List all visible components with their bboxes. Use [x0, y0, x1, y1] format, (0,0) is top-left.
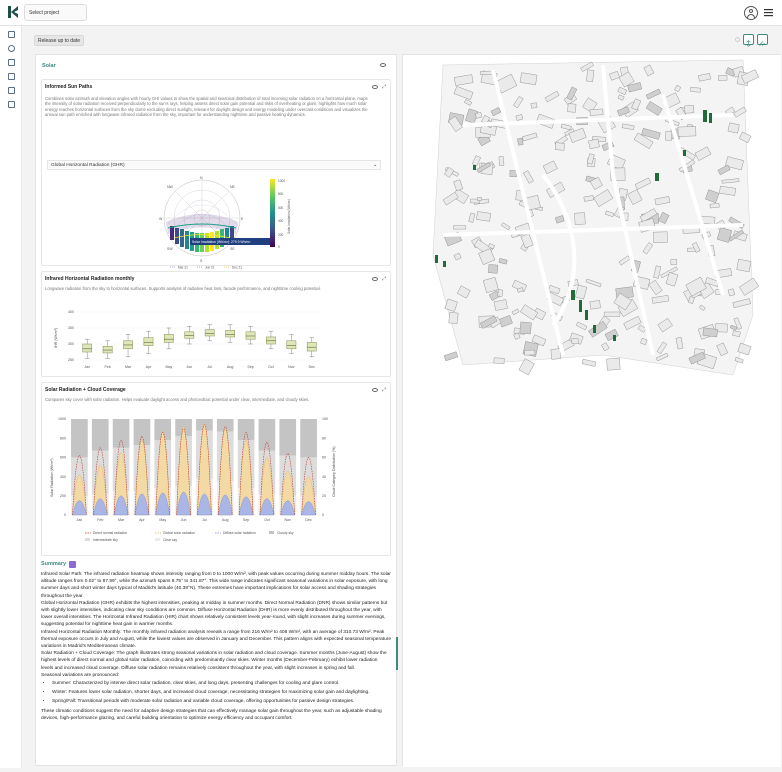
box [226, 330, 235, 337]
hamburger-menu-icon[interactable] [764, 8, 773, 17]
x-tick-label: Jun [180, 518, 187, 522]
visibility-eye-icon[interactable] [372, 277, 378, 281]
card-title: Infrared Horizontal Radiation monthly [45, 276, 135, 282]
sun-path-card [41, 79, 391, 270]
building [678, 126, 696, 136]
y-axis-label: IHR (Wh/m²) [54, 327, 58, 348]
visibility-eye-icon[interactable] [372, 85, 378, 89]
visibility-eye-icon[interactable] [380, 63, 386, 67]
scrollbar-thumb[interactable] [396, 637, 398, 670]
building [588, 139, 599, 149]
y2-tick-label: 0 [322, 513, 324, 518]
box [246, 332, 255, 339]
summary-paragraph: Infrared Solar Path: The infrared radiation heatmap shows intensity ranging from 0 to 1000 W/m², with peak values occurring during summer midday hours. The solar altitude ranges from 0.02° to 87.99°, while the azimuth spans 8.75° to 341.87°. This wide range indicates significant seasonal variations in solar exposure, with long summer days and short winter days typical of Madrid's latitude (40.38°N). These extremes have important implications for solar access and shading strategies throughout the year. [41, 572, 391, 599]
sync-icon [744, 39, 753, 48]
building [520, 322, 532, 334]
card-title: Informed Sun Paths [45, 84, 93, 90]
summary-paragraph: Infrared Horizontal Radiation Monthly: The monthly infrared radiation analysis reveals a range from 216 W/m² to 408 W/m², with an average of 310.73 W/m². Peak thermal exposure occurs in July and August, while the lowest values are observed in January and December. This pattern aligns with expected seasonal temperature variations in Madrid's Mediterranean climate. [41, 629, 392, 650]
expand-icon[interactable]: ⤢ [382, 84, 387, 90]
top-bar [0, 0, 782, 26]
summary-list-item: • Spring/Fall: Transitional periods with moderate solar radiation and variable cloud coverage, offering opportunities for passive design strategies. [52, 698, 391, 705]
solar-cloud-card [41, 382, 391, 556]
x-tick-label: Nov [284, 518, 291, 522]
building [551, 349, 561, 360]
legend-swatch [85, 538, 90, 541]
x-tick-label: Sep [242, 518, 250, 522]
app-logo[interactable] [8, 6, 19, 18]
info-icon[interactable] [735, 37, 740, 42]
box [103, 346, 112, 353]
colorbar-label: Solar Irradiation (Wh/m²) [287, 199, 291, 234]
compass-nw: NW [167, 185, 173, 189]
building [572, 339, 578, 344]
colorbar-tick: 200 [278, 233, 284, 237]
card-description: Combines solar azimuth and elevation angles with hourly GHI values to show the spatial and seasonal distribution of total incoming solar radiation on a horizontal plane, maps the intensity of solar radiation received perpendicularly to the sun's rays, helping assess direct solar gain potential and risks of overheating or glare, highlights how much solar energy reaches horizontal surfaces from the sky dome excluding direct sunlight, relevant for daylight design and energy modeling under overcast conditions and visualizes the annual sun path enriched with longwave infrared radiation from the sky, important for understanding nighttime and passive heating dynamics. [45, 96, 368, 118]
x-tick-label: Mar [117, 518, 125, 522]
bar-cloudy-sky [300, 419, 317, 457]
building [555, 143, 564, 151]
bar-cloudy-sky [279, 419, 296, 455]
y-tick-label: 0 [64, 513, 66, 518]
compass-e: E [241, 217, 244, 221]
building [607, 358, 621, 370]
legend-item: Diffuse solar radiation [223, 531, 256, 535]
release-bar [22, 26, 782, 52]
y-tick-label: 250 [68, 358, 74, 363]
building [718, 75, 727, 80]
y-tick-label: 600 [60, 455, 66, 460]
x-tick-label: Apr [139, 518, 145, 522]
y-axis-label: Solar Radiation (Wh/m²) [50, 458, 54, 497]
layers-icon[interactable] [8, 31, 15, 38]
project-select[interactable]: Select project [24, 4, 87, 21]
ihr-box-chart [47, 308, 327, 376]
y2-tick-label: 80 [322, 436, 326, 441]
box [164, 334, 173, 342]
chevron-down-icon: ⌄ [372, 163, 377, 168]
building [685, 105, 694, 113]
building [498, 290, 503, 297]
building [604, 312, 620, 317]
select-value: Global Horizontal Radiation (GHR) [51, 163, 125, 168]
building [653, 232, 667, 243]
y2-tick-label: 40 [322, 474, 326, 479]
summary-paragraph: These climatic conditions suggest the need for adaptive design strategies that can effectively manage solar gain throughout the year, such as adjustable shading devices, high-performance glazing, and careful building orientation to optimize energy efficiency and occupant comfort. [41, 708, 382, 721]
building [510, 170, 517, 176]
visibility-eye-icon[interactable] [372, 388, 378, 392]
x-tick-label: Jul [207, 365, 213, 369]
building [590, 109, 603, 116]
building [690, 87, 700, 92]
x-tick-label: Oct [268, 365, 274, 369]
x-tick-label: Mar [124, 365, 132, 369]
x-tick-label: Jan [76, 518, 83, 522]
summary-list [52, 680, 391, 706]
solar-cloud-chart [47, 413, 357, 555]
x-tick-label: Oct [264, 518, 270, 522]
x-tick-label: Nov [288, 365, 295, 369]
user-avatar-icon[interactable] [744, 6, 758, 20]
map-panel[interactable] [402, 54, 780, 766]
building [567, 103, 576, 112]
colorbar-tick: 800 [278, 192, 284, 196]
building [488, 264, 498, 273]
compass-w: W [159, 217, 163, 221]
summary-paragraph: Seasonal variations are pronounced: [41, 672, 120, 678]
building [453, 226, 466, 230]
x-tick-label: Jun [186, 365, 193, 369]
compass-n: N [200, 176, 203, 180]
x-tick-label: Sep [247, 365, 254, 369]
compass-ne: NE [230, 185, 235, 189]
building [494, 358, 505, 364]
building [531, 103, 537, 108]
summary-paragraph: Global Horizontal Radiation (GHR) exhibits the highest intensities, peaking at midday in summer months. Direct Normal Radiation (DNR) shows similar patterns but with slightly lower intensities, indicating clear sky conditions are common. Diffuse Horizontal Radiation (DHR) is more evenly distributed throughout the year, with lower overall intensities. The Horizontal Infrared Radiation (HIR) chart shows relatively consistent levels year-round, with slight increases during summer evenings, suggesting potential for nighttime heat gain in warmer months. [41, 600, 388, 628]
building [586, 70, 594, 82]
y-tick-label: 800 [60, 436, 66, 441]
summary-text [41, 571, 391, 722]
tooltip: Solar Irradiation (Wh/m²): 279.9 Wh/m² [192, 240, 251, 244]
colorbar [270, 179, 275, 247]
building [737, 259, 751, 272]
radiation-type-select[interactable] [47, 160, 381, 170]
building [671, 259, 677, 265]
bar-cloudy-sky [259, 419, 276, 451]
link-icon [758, 39, 767, 48]
x-tick-label: Feb [97, 518, 104, 522]
building [475, 112, 482, 118]
ihr-monthly-card [41, 271, 391, 377]
x-tick-label: Dec [308, 365, 315, 369]
legend-item: Cloudy sky [277, 531, 294, 535]
box [205, 330, 214, 336]
y-tick-label: 1000 [58, 417, 66, 422]
building [499, 156, 504, 165]
expand-icon[interactable]: ⤢ [382, 387, 387, 393]
building [525, 350, 535, 355]
building [517, 138, 523, 145]
release-status-button[interactable]: Release up to date [34, 35, 84, 46]
legend-swatch [269, 531, 274, 534]
x-tick-label: May [159, 518, 167, 522]
building [728, 123, 739, 133]
card-title: Solar Radiation + Cloud Coverage [45, 387, 126, 393]
box [144, 338, 153, 346]
building [477, 197, 481, 201]
box [185, 332, 194, 338]
colorbar-tick: 0 [278, 245, 280, 249]
link-button[interactable] [757, 34, 768, 45]
colorbar-tick: 600 [278, 206, 284, 210]
building [590, 300, 601, 309]
summary-title: Summary [41, 561, 67, 567]
bar-cloudy-sky [71, 419, 88, 457]
legend-item: Direct normal radiation [93, 531, 128, 535]
legend-item: Global solar radiation [163, 531, 196, 535]
legend-item: Mar 21 [178, 265, 188, 270]
map-icon[interactable] [8, 87, 15, 94]
city-map-3d[interactable] [403, 55, 781, 767]
card-description: Compares sky cover with solar radiation. Helps evaluate daylight access and photovoltaic potential under clear, intermediate, and cloudy skies. [45, 397, 310, 402]
y-tick-label: 400 [68, 310, 74, 315]
building [449, 312, 458, 324]
expand-icon[interactable]: ⤢ [382, 276, 387, 282]
y2-tick-label: 100 [322, 417, 328, 422]
x-tick-label: Jan [84, 365, 91, 369]
x-tick-label: Aug [226, 365, 234, 369]
sun-icon[interactable] [8, 45, 15, 52]
x-tick-label: Feb [104, 365, 111, 369]
bar-cloudy-sky [113, 419, 130, 448]
box [83, 344, 92, 352]
building [476, 211, 490, 221]
colorbar-tick: 1000 [278, 179, 286, 183]
y-tick-label: 350 [68, 326, 74, 331]
card-description: Longwave radiation from the sky to horizontal surfaces. Supports analysis of radiative heat loss, facade performance, and nighttime cooling potential. [45, 286, 321, 291]
building [665, 131, 671, 140]
analysis-panel[interactable] [35, 54, 397, 766]
y2-axis-label: Cloud Category Distribution (%) [332, 446, 336, 497]
y2-tick-label: 60 [322, 455, 326, 460]
sync-button[interactable] [743, 34, 754, 45]
building [710, 203, 719, 208]
compass-se: SE [230, 247, 235, 251]
compass-s: S [200, 259, 203, 263]
box [307, 342, 316, 351]
colorbar-tick: 400 [278, 219, 284, 223]
compass-sw: SW [167, 247, 173, 251]
report-icon[interactable] [8, 101, 15, 108]
building [703, 328, 718, 337]
summary-list-item: • Winter: Features lower solar radiation, shorter days, and increased cloud coverage, necessitating strategies for maximizing solar gain and daylighting. [52, 689, 391, 696]
summary-list-item: • Summer: Characterized by intense direct solar radiation, clear skies, and long days, presenting challenges for cooling and glare control. [52, 680, 391, 687]
legend-swatch [155, 538, 160, 541]
cube-icon[interactable] [8, 59, 15, 66]
summary-paragraph: Solar Radiation + Cloud Coverage: The graph illustrates strong seasonal variations in solar radiation and cloud coverage. Summer months (June-August) show the highest levels of direct normal and global solar radiation, coinciding with predominantly clear skies. Winter months (December-February) exhibit lower radiation levels and increased cloud coverage. Diffuse solar radiation remains relatively consistent throughout the year, with slight increases in spring and fall. [41, 651, 387, 671]
building-icon[interactable] [8, 73, 15, 80]
section-title: Solar [42, 63, 56, 69]
x-tick-label: May [165, 365, 173, 369]
building [574, 213, 585, 225]
y-tick-label: 200 [60, 494, 66, 498]
legend-item: Intermediate sky [93, 538, 118, 542]
ai-summary-icon[interactable] [69, 561, 76, 568]
y-tick-label: 300 [68, 342, 74, 347]
x-tick-label: Dec [305, 518, 312, 522]
box [287, 341, 296, 349]
y-tick-label: 400 [60, 474, 66, 479]
legend-item: Jun 21 [205, 265, 215, 270]
x-tick-label: Jul [202, 518, 207, 522]
x-tick-label: Apr [145, 365, 152, 369]
sun-path-chart [152, 176, 332, 276]
left-sidebar [0, 26, 22, 768]
box [266, 337, 275, 344]
x-tick-label: Aug [222, 518, 229, 522]
bar-cloudy-sky [92, 419, 109, 451]
bar-cloudy-sky [238, 419, 255, 440]
legend-item: Dec 21 [232, 265, 243, 270]
y2-tick-label: 20 [322, 494, 326, 498]
legend-item: Clear sky [163, 538, 178, 542]
